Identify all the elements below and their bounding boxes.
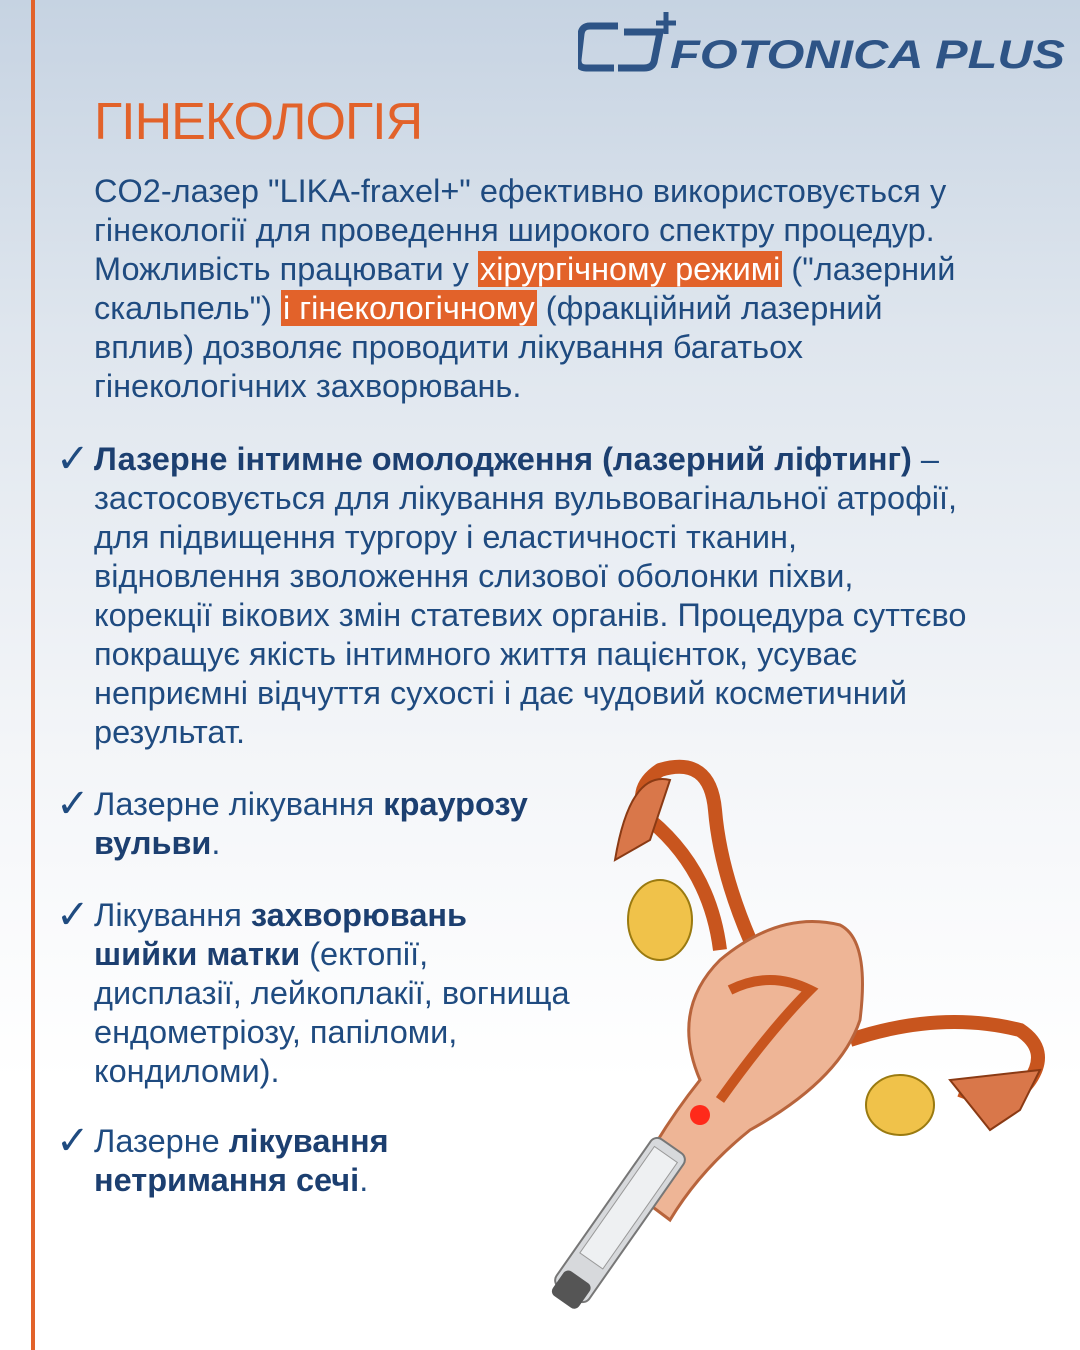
intro-paragraph: [94, 172, 955, 406]
intro-line: [94, 250, 955, 289]
bullet-kraurosis: [94, 785, 528, 863]
ovary-right: [866, 1075, 934, 1135]
checkmark-icon: ✓: [56, 1119, 90, 1163]
bullet-line: покращує якість інтимного життя пацієнток, усуває: [94, 636, 858, 672]
intro-line: CO2-лазер "LIKA-fraxel+" ефективно використовується у: [94, 173, 947, 209]
bullet-line: корекції вікових змін статевих органів. Процедура суттєво: [94, 597, 967, 633]
bullet-intimate-rejuvenation: [94, 440, 966, 752]
bold-text: краурозу: [383, 786, 528, 822]
bullet-line: результат.: [94, 714, 246, 750]
bold-text: лікування: [228, 1123, 389, 1159]
bullet-line: неприємні відчуття сухості і дає чудовий косметичний: [94, 675, 907, 711]
bold-text: нетримання сечі: [94, 1162, 360, 1198]
highlight-gynecological-mode: і гінекологічному: [283, 290, 535, 326]
text: .: [211, 825, 221, 861]
uterus-laser-illustration: [520, 750, 1060, 1330]
bullet-line: дисплазії, лейкоплакії, вогнища: [94, 975, 570, 1011]
text: Можливість працювати у: [94, 251, 478, 287]
text: .: [359, 1162, 369, 1198]
checkmark-icon: ✓: [56, 437, 90, 481]
bullet-line: ендометріозу, папіломи,: [94, 1014, 458, 1050]
intro-line: [94, 289, 955, 328]
accent-vertical-line: [31, 0, 35, 1350]
bullet-incontinence: [94, 1122, 389, 1200]
intro-line: гінекології для проведення широкого спектру процедур.: [94, 212, 935, 248]
bold-text: шийки матки: [94, 936, 301, 972]
intro-line: вплив) дозволяє проводити лікування багатьох: [94, 329, 804, 365]
text: (ектопії,: [300, 936, 429, 972]
text: скальпель"): [94, 290, 282, 326]
bullet-line: застосовується для лікування вульвовагінальної атрофії,: [94, 480, 958, 516]
bold-text: вульви: [94, 825, 212, 861]
text: (фракційний лазерний: [536, 290, 883, 326]
text: Лазерне: [94, 1123, 229, 1159]
bullet-heading: Лазерне інтимне омолодження (лазерний ліфтинг): [94, 441, 912, 477]
text: ("лазерний: [782, 251, 956, 287]
bullet-cervical-diseases: [94, 896, 570, 1091]
text: Лазерне лікування: [94, 786, 384, 822]
checkmark-icon: ✓: [56, 782, 90, 826]
text: Лікування: [94, 897, 251, 933]
intro-line: гінекологічних захворювань.: [94, 368, 522, 404]
laser-probe: [546, 1135, 688, 1314]
highlight-surgical-mode: хірургічному режимі: [479, 251, 781, 287]
ovary-left: [628, 880, 692, 960]
bold-text: захворювань: [250, 897, 468, 933]
page-title: ГІНЕКОЛОГІЯ: [94, 93, 423, 151]
laser-point: [690, 1105, 710, 1125]
bullet-line: для підвищення тургору і еластичності тканин,: [94, 519, 798, 555]
checkmark-icon: ✓: [56, 893, 90, 937]
text: –: [911, 441, 939, 477]
fotonica-plus-logo: [578, 8, 1068, 78]
bullet-line: відновлення зволоження слизової оболонки піхви,: [94, 558, 854, 594]
bullet-line: кондиломи).: [94, 1053, 280, 1089]
logo-text: FOTONICA PLUS: [670, 33, 1066, 77]
